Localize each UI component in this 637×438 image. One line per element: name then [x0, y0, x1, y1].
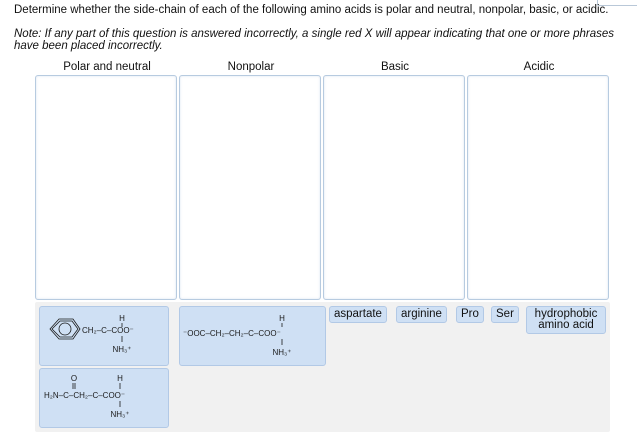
word-tile-pro[interactable]: Pro — [456, 306, 484, 323]
bin-header-nonpolar: Nonpolar — [227, 61, 275, 73]
glu-nh3-label: NH₃⁺ — [272, 348, 292, 357]
phe-nh3-label: NH₃⁺ — [112, 345, 132, 354]
word-tile-aspartate[interactable]: aspartate — [329, 306, 387, 323]
phe-chain-label: CH₂–C–COO⁻ — [82, 326, 134, 335]
bin-polar-neutral[interactable] — [35, 75, 177, 300]
bin-basic[interactable] — [323, 75, 465, 300]
structure-tile-glutamate[interactable] — [179, 306, 326, 366]
bin-header-acidic: Acidic — [523, 61, 555, 73]
word-tile-arginine[interactable]: arginine — [396, 306, 447, 323]
phe-h-label: H — [119, 314, 125, 323]
glu-chain-label: ⁻OOC–CH₂–CH₂–C–COO⁻ — [183, 329, 281, 338]
structure-tile-asparagine[interactable] — [39, 368, 169, 428]
glutamate-structure — [180, 307, 325, 365]
bin-nonpolar[interactable] — [179, 75, 321, 300]
bin-header-basic: Basic — [380, 61, 410, 73]
bin-acidic[interactable] — [467, 75, 609, 300]
glu-h-label: H — [279, 314, 285, 323]
asn-h-label: H — [117, 374, 123, 383]
bin-header-polar-neutral: Polar and neutral — [63, 61, 151, 73]
asn-nh3-label: NH₃⁺ — [110, 410, 130, 419]
word-tile-hydrophobic-amino-acid[interactable]: hydrophobic amino acid — [526, 306, 606, 334]
asn-chain-label: H₂N–C–CH₂–C–COO⁻ — [44, 391, 126, 400]
asn-o-label: O — [70, 374, 78, 383]
asparagine-structure — [40, 369, 168, 427]
structure-tile-phenylalanine[interactable] — [39, 306, 169, 366]
question-note: Note: If any part of this question is answered incorrectly, a single red X will appear indicating that one or more phrases have been placed incorrectly. — [14, 28, 615, 52]
question-prompt: Determine whether the side-chain of each of the following amino acids is polar and neutral, nonpolar, basic, or acidic. — [14, 4, 609, 16]
word-tile-ser[interactable]: Ser — [491, 306, 519, 323]
phenylalanine-structure — [40, 307, 168, 365]
